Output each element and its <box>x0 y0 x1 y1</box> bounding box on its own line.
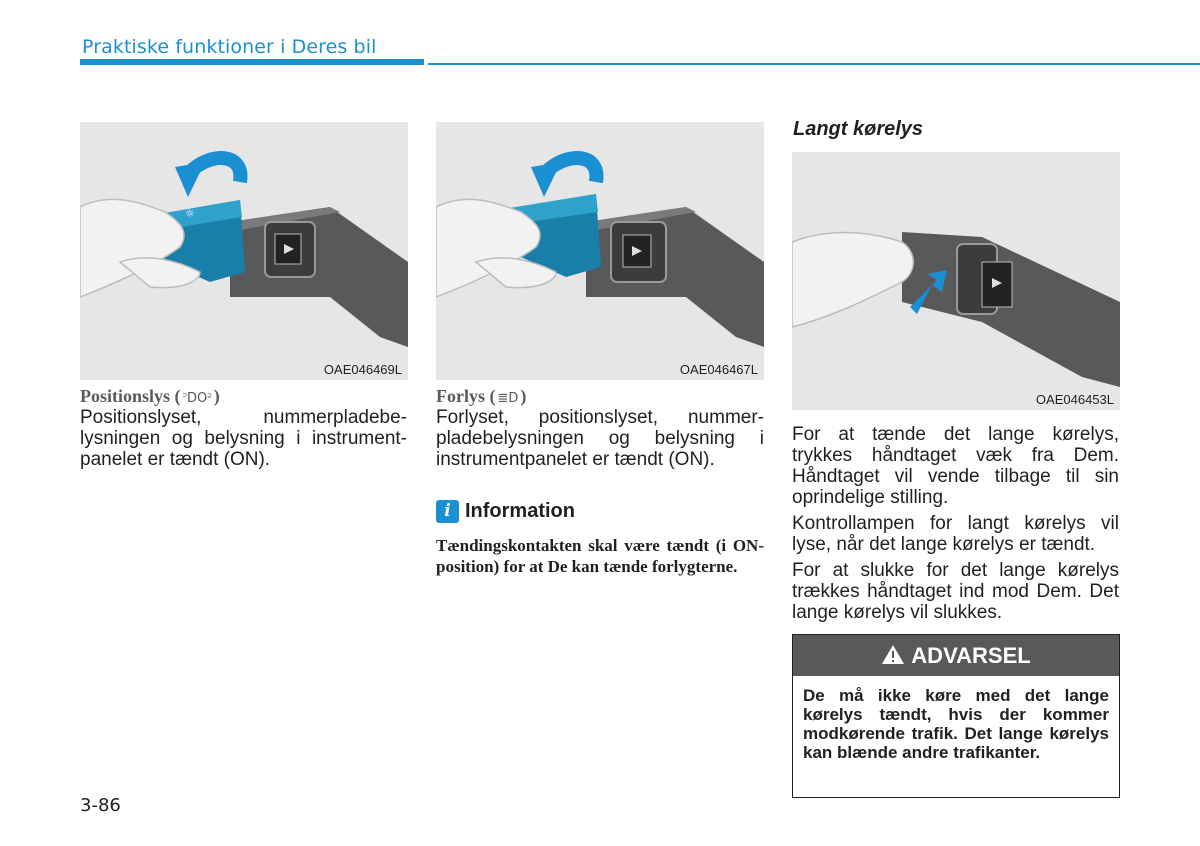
stalk-illustration-2 <box>436 122 764 380</box>
stalk-illustration-3 <box>792 152 1120 410</box>
info-icon: i <box>436 500 459 523</box>
headlamp-icon: ≣D <box>497 391 519 406</box>
paragraph: Forlyset, positionslyset, nummer-pladebelysningen og belysning i instrumentpanelet er tændt (ON). <box>436 407 764 470</box>
position-lamp-icon: ꜄DO꜅ <box>182 391 212 406</box>
heading-close: ) <box>520 386 527 406</box>
headlights-body <box>436 407 764 470</box>
paragraph: For at tænde det lange kørelys, trykkes håndtaget væk fra Dem. Håndtaget vil vende tilbage til sin oprindelige stilling. <box>792 424 1119 508</box>
paragraph: For at slukke for det lange kørelys trækkes håndtaget ind mod Dem. Det lange kørelys vil slukkes. <box>792 560 1119 623</box>
position-lights-body <box>80 407 407 470</box>
position-lights-section <box>80 386 407 475</box>
high-beam-body <box>792 424 1119 628</box>
headlights-section <box>436 386 764 475</box>
figure-code: OAE046453L <box>1035 392 1114 407</box>
heading-text: Positionslys ( <box>80 386 181 406</box>
svg-text:☼: ☼ <box>185 207 195 220</box>
figure-code: OAE046467L <box>679 362 758 377</box>
figure-high-beam <box>792 152 1120 410</box>
paragraph: Positionslyset, nummerpladebe-lysningen og belysning i instrument-panelet er tændt (ON). <box>80 407 407 470</box>
warning-text: De må ikke køre med det lange kørelys tændt, hvis der kommer modkørende trafik. Det lange kørelys kan blænde andre trafikanter. <box>803 686 1109 762</box>
headlights-heading <box>436 386 764 407</box>
warning-triangle-icon <box>881 637 905 678</box>
running-header-title: Praktiske funktioner i Deres bil <box>82 36 377 58</box>
warning-box <box>792 634 1120 798</box>
figure-headlights <box>436 122 764 380</box>
warning-header <box>793 635 1119 676</box>
heading-text: Forlys ( <box>436 386 496 406</box>
high-beam-heading: Langt kørelys <box>793 118 924 140</box>
header-rule-thin <box>428 63 1200 65</box>
figure-position-lights <box>80 122 408 380</box>
information-box <box>436 500 764 577</box>
warning-title: ADVARSEL <box>911 643 1031 668</box>
info-text: Tændingskontakten skal være tændt (i ON-position) for at De kan tænde forlygterne. <box>436 536 764 576</box>
info-title: Information <box>465 500 575 522</box>
stalk-illustration-1 <box>80 122 408 380</box>
header-rule-thick <box>80 59 424 65</box>
page-number: 3-86 <box>80 795 121 816</box>
figure-code: OAE046469L <box>323 362 402 377</box>
paragraph: Kontrollampen for langt kørelys vil lyse, når det lange kørelys er tændt. <box>792 513 1119 555</box>
heading-close: ) <box>213 386 220 406</box>
position-lights-heading <box>80 386 407 407</box>
